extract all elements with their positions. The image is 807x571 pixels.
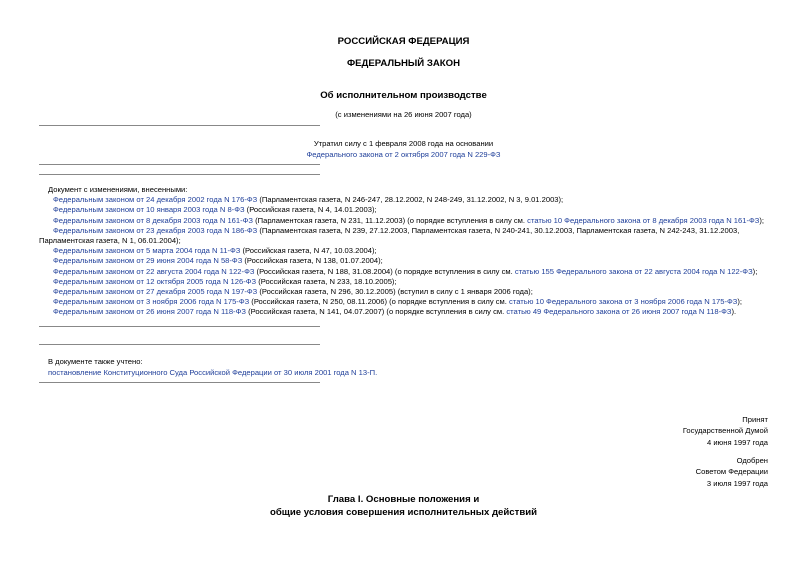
amendment-item: [39, 216, 774, 226]
divider: [39, 344, 320, 345]
amendments-heading: Документ с изменениями, внесенными:: [48, 185, 188, 194]
amendment-source-text: (Российская газета, N 141, 04.07.2007) (о порядке вступления в силу см.: [245, 307, 507, 317]
repeal-note: Утратил силу с 1 февраля 2008 года на основании: [313, 139, 494, 148]
effective-article-link[interactable]: статью 49 Федерального закона от 26 июня 2007 года N 118-ФЗ: [506, 307, 732, 317]
amendment-law-link[interactable]: Федеральным законом от 26 июня 2007 года N 118-ФЗ: [53, 307, 246, 317]
approved-block: [696, 455, 768, 489]
amendment-law-link[interactable]: Федеральным законом от 24 декабря 2002 года N 176-ФЗ: [53, 195, 258, 205]
effective-article-link[interactable]: статью 10 Федерального закона от 8 декабря 2003 года N 161-ФЗ: [527, 215, 760, 225]
amendment-item: [39, 287, 774, 297]
effective-article-link[interactable]: статью 155 Федерального закона от 22 августа 2004 года N 122-ФЗ: [514, 266, 753, 276]
chapter-heading-line2: общие условия совершения исполнительных действий: [269, 506, 538, 518]
amendment-source-text: (Российская газета, N 233, 18.10.2005);: [256, 276, 397, 286]
amendment-source-text: (Российская газета, N 138, 01.07.2004);: [242, 256, 383, 266]
amendment-item: [39, 195, 774, 205]
amendment-source-text: (Российская газета, N 188, 31.08.2004) (о порядке вступления в силу см.: [254, 266, 515, 276]
amendment-source-text: (Российская газета, N 47, 10.03.2004);: [240, 246, 377, 256]
amendment-tail-text: );: [752, 266, 758, 276]
amendment-law-link[interactable]: Федеральным законом от 12 октября 2005 года N 126-ФЗ: [53, 276, 257, 286]
considered-row: [48, 368, 377, 378]
repeal-link-row: [0, 150, 807, 160]
amendment-law-link[interactable]: Федеральным законом от 8 декабря 2003 года N 161-ФЗ: [53, 215, 254, 225]
divider: [39, 382, 320, 383]
chapter-heading: [0, 494, 807, 519]
adopted-by: Государственной Думой: [682, 426, 768, 436]
edition-note: (с изменениями на 26 июня 2007 года): [335, 110, 472, 119]
divider: [39, 125, 320, 126]
amendment-item: [39, 246, 774, 256]
amendment-item: [39, 205, 774, 215]
amendment-law-link[interactable]: Федеральным законом от 23 декабря 2003 года N 186-ФЗ: [53, 225, 258, 235]
amendment-item: [39, 256, 774, 266]
effective-article-link[interactable]: статью 10 Федерального закона от 3 ноября 2006 года N 175-ФЗ: [509, 297, 738, 307]
amendment-source-text: (Российская газета, N 4, 14.01.2003);: [244, 205, 377, 215]
amendment-law-link[interactable]: Федеральным законом от 22 августа 2004 года N 122-ФЗ: [53, 266, 255, 276]
law-type-heading: ФЕДЕРАЛЬНЫЙ ЗАКОН: [346, 58, 461, 69]
amendment-source-text: (Парламентская газета, N 231, 11.12.2003) (о порядке вступления в силу см.: [253, 215, 528, 225]
divider: [39, 164, 320, 165]
considered-heading: В документе также учтено:: [48, 357, 143, 366]
amendment-source-text: (Российская газета, N 296, 30.12.2005) (вступил в силу с 1 января 2006 года);: [257, 287, 533, 297]
amendment-source-text: (Парламентская газета, N 246-247, 28.12.2002, N 248-249, 31.12.2002, N 3, 9.01.2003);: [257, 195, 564, 205]
amendment-source-text: (Российская газета, N 250, 08.11.2006) (о порядке вступления в силу см.: [249, 297, 510, 307]
amendment-law-link[interactable]: Федеральным законом от 3 ноября 2006 года N 175-ФЗ: [53, 297, 250, 307]
amendment-item: [39, 297, 774, 307]
amendment-law-link[interactable]: Федеральным законом от 5 марта 2004 года N 11-ФЗ: [53, 246, 241, 256]
repeal-law-link[interactable]: Федерального закона от 2 октября 2007 года N 229-ФЗ: [306, 150, 501, 159]
amendment-tail-text: );: [737, 297, 743, 307]
amendment-item: [39, 267, 774, 277]
approved-date: 3 июля 1997 года: [706, 478, 768, 488]
amendment-item: [39, 277, 774, 287]
adopted-label: Принят: [742, 415, 768, 424]
adopted-block: [683, 414, 768, 448]
constitutional-court-ruling-link[interactable]: постановление Конституционного Суда Российской Федерации от 30 июля 2001 года N 13-П.: [48, 368, 378, 377]
divider: [39, 326, 320, 327]
amendment-item: [39, 226, 774, 246]
approved-label: Одобрен: [736, 456, 768, 465]
amendments-list: [39, 185, 774, 318]
country-heading: РОССИЙСКАЯ ФЕДЕРАЦИЯ: [337, 36, 470, 47]
adopted-date: 4 июня 1997 года: [706, 437, 768, 447]
amendment-tail-text: );: [759, 215, 764, 225]
amendment-tail-text: ).: [731, 307, 737, 317]
amendment-law-link[interactable]: Федеральным законом от 29 июня 2004 года N 58-ФЗ: [53, 256, 243, 266]
amendment-law-link[interactable]: Федеральным законом от 27 декабря 2005 года N 197-ФЗ: [53, 287, 258, 297]
amendment-source-text: (Парламентская газета, N 239, 27.12.2003, Парламентская газета, N 240-241, 30.12.2003, Парламентская газета, N 242-243, 31.12.2003, Парламентская газета, N 1, 06.01.2004);: [39, 225, 740, 246]
amendment-item: [39, 307, 774, 317]
chapter-heading-line1: Глава I. Основные положения и: [327, 494, 480, 505]
approved-by: Советом Федерации: [695, 467, 768, 477]
document-title: Об исполнительном производстве: [320, 90, 487, 101]
divider: [39, 174, 320, 175]
amendment-law-link[interactable]: Федеральным законом от 10 января 2003 года N 8-ФЗ: [53, 205, 245, 215]
